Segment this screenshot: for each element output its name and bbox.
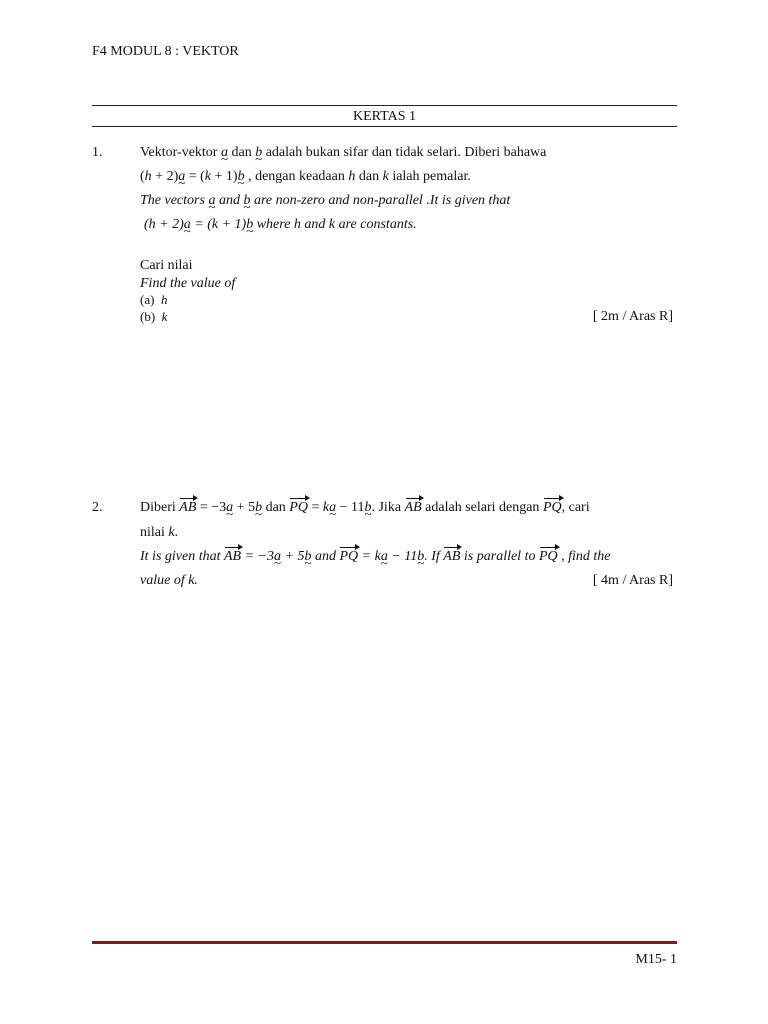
vector-a: a ~ [178, 169, 185, 185]
text: adalah selari dengan [421, 500, 543, 515]
text: ialah pemalar. [388, 169, 471, 184]
section-rule-top [92, 105, 677, 106]
var-k: k [322, 500, 330, 515]
vector-b: b ~ [417, 549, 424, 565]
text: = −3 [196, 500, 227, 515]
var-k: k [204, 169, 212, 184]
vector-b: b ~ [364, 500, 371, 516]
text: are non-zero and non-parallel .It is given that [250, 193, 511, 208]
vector-pq: PQ [538, 549, 558, 564]
text: is parallel to [460, 549, 539, 564]
text: . If [424, 549, 444, 564]
q1-marks: [ 2m / Aras R] [592, 309, 673, 324]
text: − 11 [387, 549, 418, 564]
text: Vektor-vektor [140, 145, 221, 160]
vector-ab: AB [443, 549, 461, 564]
text: , dengan keadaan [244, 169, 349, 184]
text: + 2) [151, 169, 179, 184]
part-label: (a) [140, 292, 155, 307]
vector-ab: AB [404, 500, 422, 515]
section-rule-bottom [92, 126, 677, 127]
q2-line-2 [140, 525, 178, 541]
text: = (k + 1) [190, 217, 247, 232]
text: + 5 [233, 500, 256, 515]
text: = −3 [241, 549, 275, 564]
text: The vectors [140, 193, 209, 208]
q1-part-b [140, 309, 167, 325]
vector-a: a ~ [208, 193, 215, 209]
vector-a: a ~ [184, 217, 191, 233]
text: . [174, 525, 179, 540]
vector-ab: AB [224, 549, 242, 564]
text: dan [355, 169, 383, 184]
vector-a: a ~ [381, 549, 388, 565]
vector-b: b ~ [255, 500, 262, 516]
q1-line-4 [144, 217, 417, 233]
text: . Jika [371, 500, 405, 515]
vector-pq: PQ [289, 500, 308, 515]
vector-ab: AB [179, 500, 197, 515]
q1-line-1 [140, 145, 546, 161]
var-k: k [382, 169, 389, 184]
part-variable: k [161, 309, 168, 324]
text: = [358, 549, 375, 564]
section-title: KERTAS 1 [353, 109, 416, 124]
question-2-number: 2. [92, 500, 103, 515]
vector-b: b ~ [246, 217, 253, 233]
q1-cari-nilai: Cari nilai [140, 258, 193, 273]
text: − 11 [336, 500, 365, 515]
q2-line-1 [140, 500, 590, 516]
text: adalah bukan sifar dan tidak selari. Diberi bahawa [262, 145, 547, 160]
q1-part-a [140, 292, 167, 308]
vector-a: a ~ [226, 500, 233, 516]
text: It is given that [140, 549, 224, 564]
q1-find-value: Find the value of [140, 276, 236, 291]
text: + 5 [281, 549, 305, 564]
text: nilai [140, 525, 169, 540]
module-title: F4 MODUL 8 : VEKTOR [92, 44, 239, 59]
q2-marks: [ 4m / Aras R] [592, 573, 673, 588]
vector-pq: PQ [542, 500, 562, 515]
vector-b: b ~ [304, 549, 311, 565]
question-1-number: 1. [92, 145, 103, 160]
q1-line-3 [140, 193, 510, 209]
text: ( [140, 169, 145, 184]
q2-line-3 [140, 549, 611, 565]
vector-b: b ~ [255, 145, 262, 161]
vector-pq: PQ [339, 549, 359, 564]
text: dan [227, 145, 256, 160]
var-k: k [168, 525, 175, 540]
vector-b: b ~ [243, 193, 250, 209]
text: , find the [557, 549, 611, 564]
vector-a: a ~ [329, 500, 336, 516]
vector-b: b ~ [238, 169, 245, 185]
var-h: h [348, 169, 356, 184]
text: and [215, 193, 244, 208]
q2-line-4: value of k. [140, 573, 198, 588]
text: (h + 2) [144, 217, 184, 232]
text: = ( [185, 169, 205, 184]
text: dan [262, 500, 290, 515]
var-k: k [374, 549, 381, 564]
text: = [307, 500, 323, 515]
part-label: (b) [140, 309, 156, 324]
page-number: M15- 1 [635, 952, 677, 967]
text: and [311, 549, 340, 564]
text: where h and k are constants. [253, 217, 417, 232]
vector-a: a ~ [221, 145, 228, 161]
text: Diberi [140, 500, 180, 515]
var-h: h [144, 169, 152, 184]
footer-rule [92, 941, 677, 944]
q1-line-2 [140, 169, 471, 185]
vector-a: a ~ [274, 549, 281, 565]
text: , cari [561, 500, 590, 515]
part-variable: h [160, 292, 168, 307]
text: + 1) [211, 169, 238, 184]
